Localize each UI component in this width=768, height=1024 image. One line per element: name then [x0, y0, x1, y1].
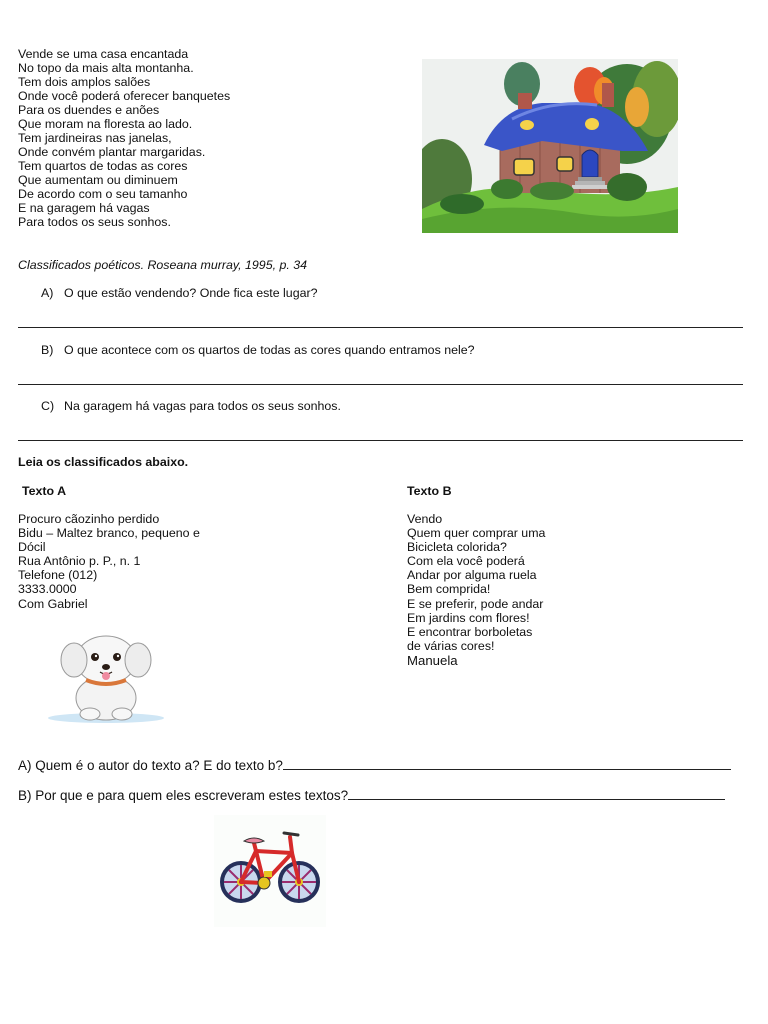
- poem-line: Tem jardineiras nas janelas,: [18, 131, 172, 145]
- question-letter: B): [41, 343, 54, 357]
- answer-line[interactable]: [283, 757, 731, 770]
- answer-line-a[interactable]: [18, 327, 743, 328]
- poem-line: Para os duendes e anões: [18, 103, 160, 117]
- texto-b-line: de várias cores!: [407, 638, 495, 653]
- texto-b-line: Com ela você poderá: [407, 554, 525, 569]
- texto-b-line: Vendo: [407, 512, 443, 526]
- texto-a-line: Procuro cãozinho perdido: [18, 512, 160, 526]
- question-text: Na garagem há vagas para todos os seus sonhos.: [64, 399, 341, 413]
- question-text: O que estão vendendo? Onde fica este lugar?: [64, 286, 318, 300]
- texto-b-line: E se preferir, pode andar: [407, 596, 544, 611]
- texto-a-line: Bidu – Maltez branco, pequeno e: [18, 526, 200, 541]
- bicycle-illustration-icon: [214, 815, 326, 927]
- texto-b-line: E encontrar borboletas: [407, 624, 533, 639]
- question-b: [41, 343, 475, 357]
- texto-a-title: Texto A: [22, 484, 67, 498]
- question2-a: [18, 757, 731, 773]
- texto-a-line: 3333.0000: [18, 582, 77, 597]
- texto-b-title: Texto B: [407, 484, 452, 498]
- poem-line: Que moram na floresta ao lado.: [18, 117, 193, 131]
- poem: [18, 47, 230, 229]
- poem-source: Classificados poéticos. Roseana murray, 1995, p. 34: [18, 258, 308, 272]
- answer-line-b[interactable]: [18, 384, 743, 385]
- poem-line: Tem dois amplos salões: [18, 75, 151, 89]
- texto-b-line: Bem comprida!: [407, 582, 491, 597]
- texto-a-body: [18, 512, 200, 611]
- texto-b-line: Em jardins com flores!: [407, 610, 530, 625]
- question-text: O que acontece com os quartos de todas as cores quando entramos nele?: [64, 343, 475, 357]
- texto-b-line: Andar por alguma ruela: [407, 568, 537, 583]
- poem-line: Onde convém plantar margaridas.: [18, 145, 206, 159]
- texto-b-line: Quem quer comprar uma: [407, 526, 546, 541]
- texto-a-line: Telefone (012): [18, 568, 98, 583]
- question-text: A) Quem é o autor do texto a? E do texto b?: [18, 758, 283, 773]
- texto-b-line: Bicicleta colorida?: [407, 540, 507, 555]
- poem-line: De acordo com o seu tamanho: [18, 187, 188, 201]
- poem-line: Que aumentam ou diminuem: [18, 173, 178, 187]
- question-letter: C): [41, 399, 55, 413]
- poem-line: Onde você poderá oferecer banquetes: [18, 89, 231, 103]
- poem-line: Vende se uma casa encantada: [18, 47, 189, 61]
- texto-b-signature: Manuela: [407, 652, 458, 668]
- question-c: [41, 399, 341, 413]
- poem-line: Para todos os seus sonhos.: [18, 215, 171, 229]
- poem-line: No topo da mais alta montanha.: [18, 61, 194, 75]
- texto-b-body: [407, 512, 545, 668]
- puppy-illustration-icon: [46, 630, 168, 725]
- poem-line: E na garagem há vagas: [18, 201, 150, 215]
- question-a: [41, 286, 318, 300]
- answer-line-c[interactable]: [18, 440, 743, 441]
- question-letter: A): [41, 286, 54, 300]
- answer-line[interactable]: [348, 787, 725, 800]
- question-text: B) Por que e para quem eles escreveram estes textos?: [18, 788, 349, 803]
- question2-b: [18, 787, 725, 803]
- poem-line: Tem quartos de todas as cores: [18, 159, 188, 173]
- texto-a-line: Dócil: [18, 540, 46, 555]
- section-title: Leia os classificados abaixo.: [18, 455, 189, 469]
- texto-a-line: Rua Antônio p. P., n. 1: [18, 554, 141, 569]
- texto-a-line: Com Gabriel: [18, 596, 88, 611]
- cottage-painting-icon: [422, 59, 678, 233]
